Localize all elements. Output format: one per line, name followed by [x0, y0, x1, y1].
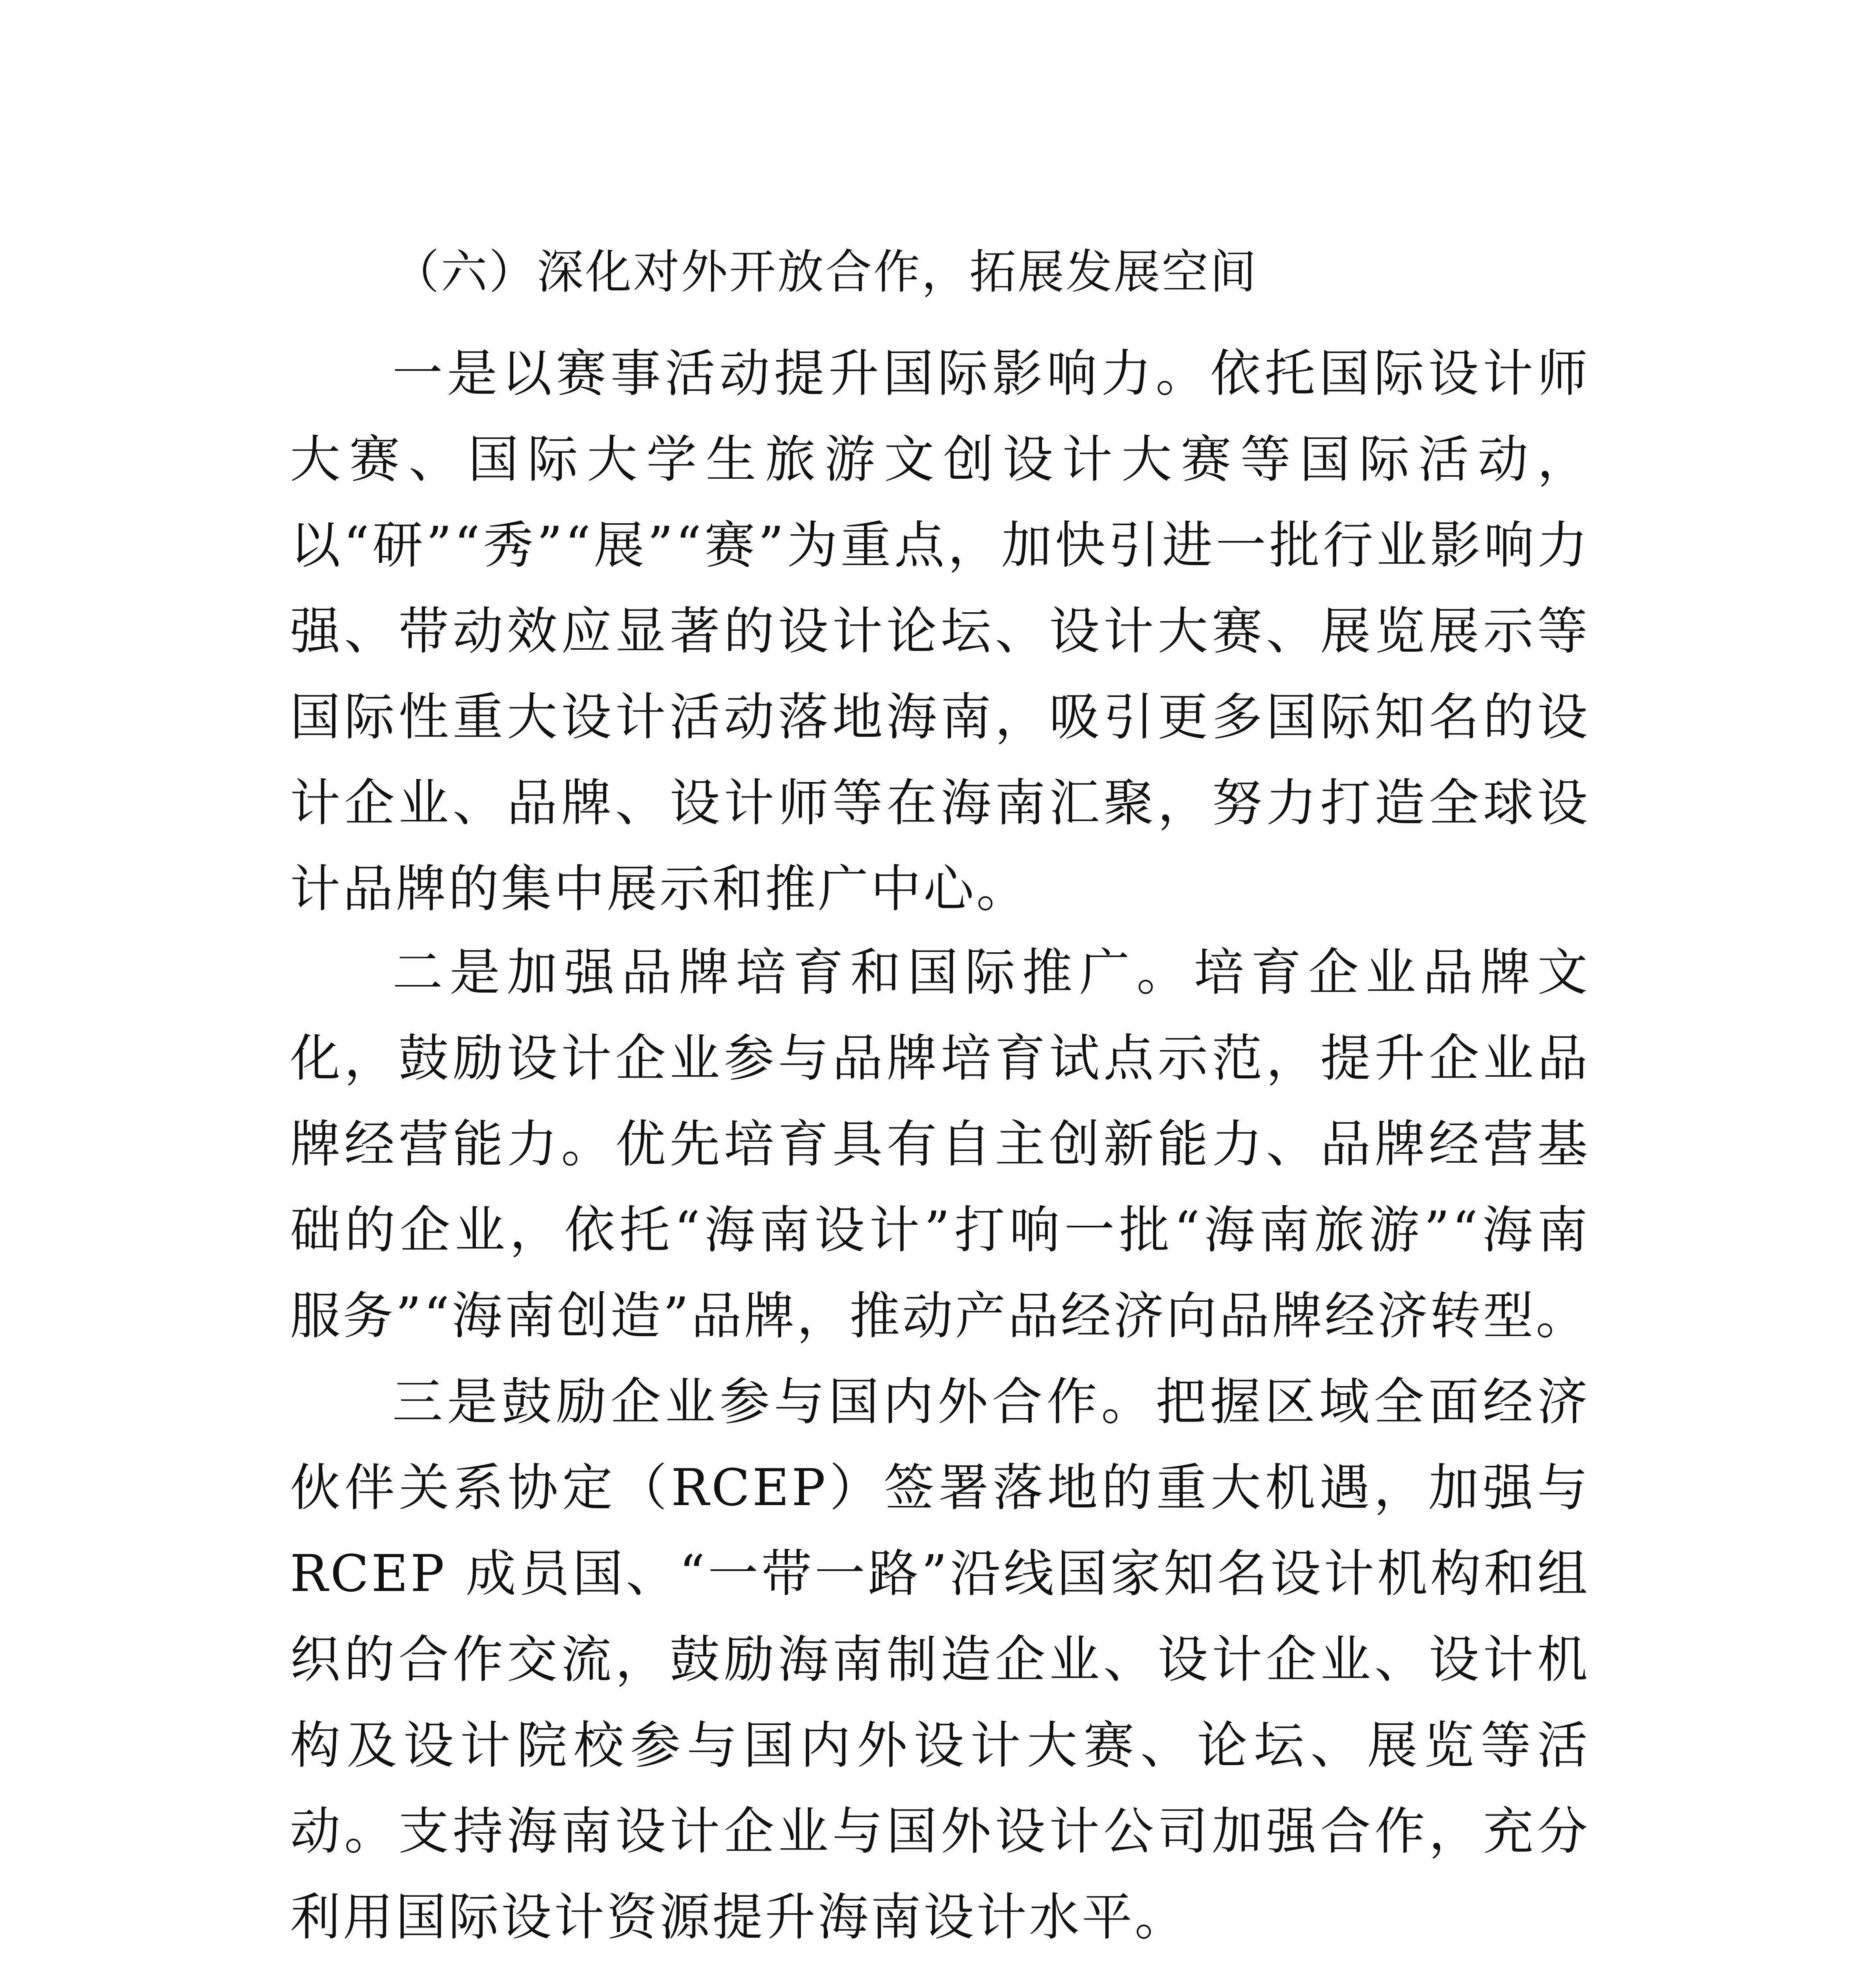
paragraph-brand-cultivation: 二是加强品牌培育和国际推广。培育企业品牌文化，鼓励设计企业参与品牌培育试点示范，提升企业品牌经营能力。优先培育具有自主创新能力、品牌经营基础的企业，依托“海南设计”打响一批“海南旅游”“海南服务”“海南创造”品牌，推动产品经济向品牌经济转型。 [290, 943, 1590, 1346]
paragraph-cooperation: 三是鼓励企业参与国内外合作。把握区域全面经济伙伴关系协定（RCEP）签署落地的重大机遇，加强与 RCEP 成员国、“一带一路”沿线国家知名设计机构和组织的合作交流，鼓励海南制造企业、设计企业、设计机构及设计院校参与国内外设计大赛、论坛、展览等活动。支持海南设计企业与国外设计公司加强合作，充分利用国际设计资源提升海南设计水平。 [290, 1373, 1590, 1947]
section-heading: （六）深化对外开放合作，拓展发展空间 [393, 245, 1258, 299]
paragraph-international-influence: 一是以赛事活动提升国际影响力。依托国际设计师大赛、国际大学生旅游文创设计大赛等国际活动，以“研”“秀”“展”“赛”为重点，加快引进一批行业影响力强、带动效应显著的设计论坛、设计大赛、展览展示等国际性重大设计活动落地海南，吸引更多国际知名的设计企业、品牌、设计师等在海南汇聚，努力打造全球设计品牌的集中展示和推广中心。 [290, 344, 1590, 918]
